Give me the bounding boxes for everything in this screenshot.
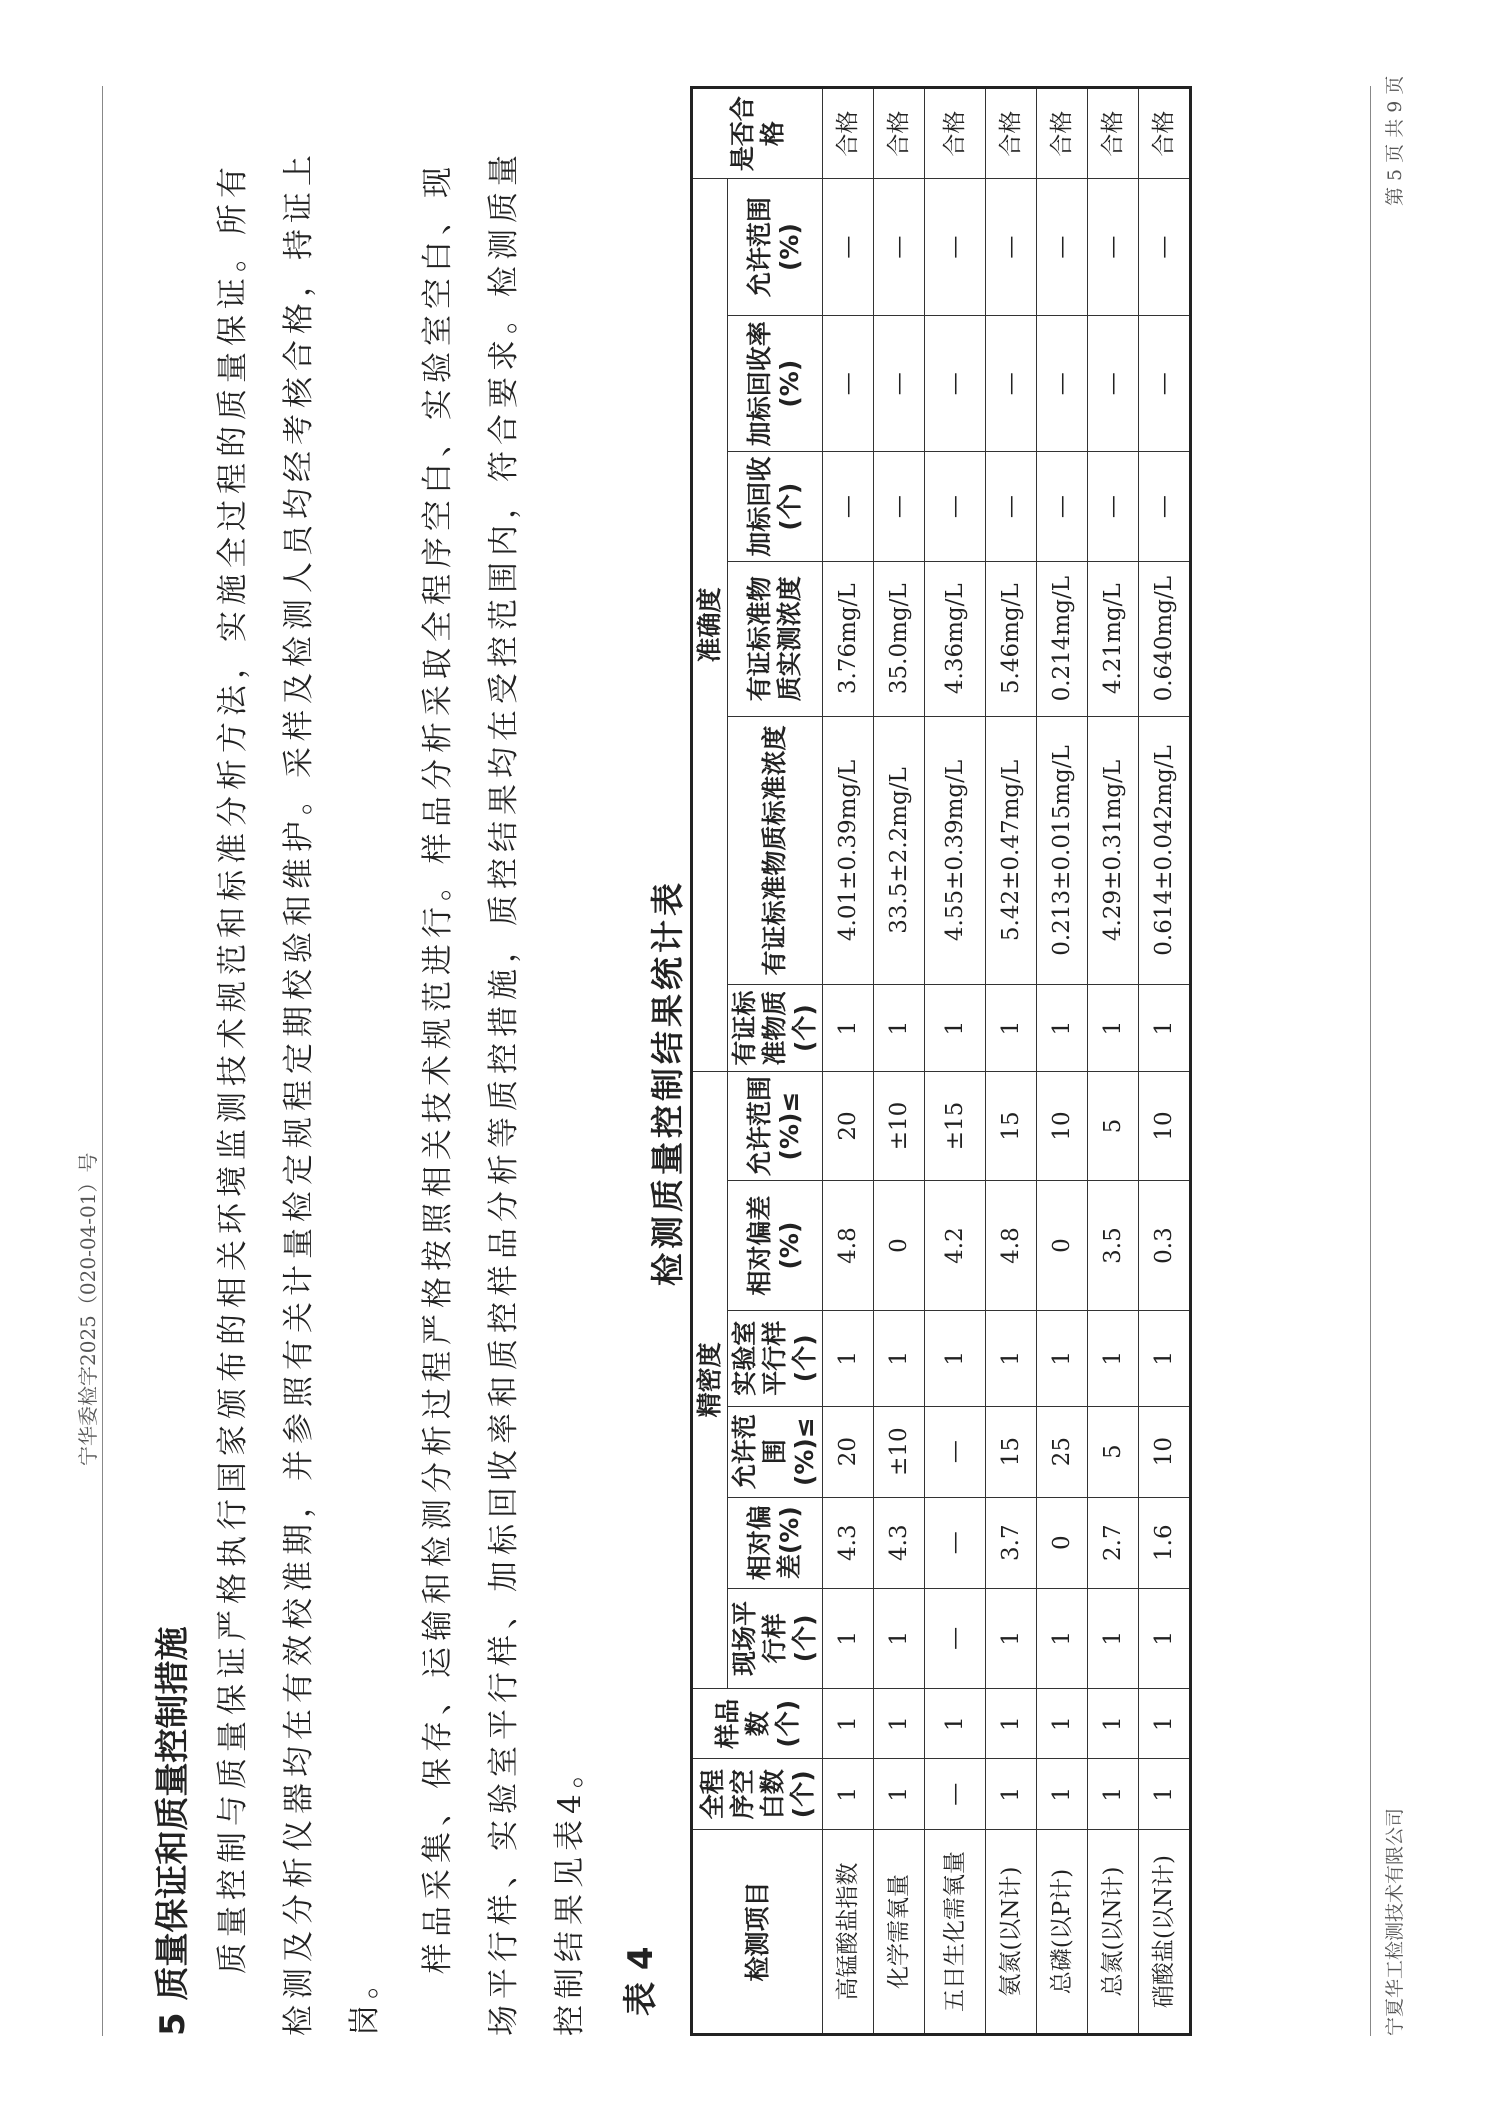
th-sample: 样品数(个) [692,1688,823,1759]
th-crm-conc: 有证标准物质标准浓度 [728,716,823,985]
cell: 1.6 [1139,1497,1191,1588]
cell: 0.3 [1139,1181,1191,1311]
header-rule [102,86,103,2036]
cell: 20 [823,1406,874,1497]
cell: 1 [925,1688,986,1759]
footer-company: 宁夏华工检测技术有限公司 [1384,1807,1406,2036]
cell: 1 [986,1588,1037,1688]
th-qualified: 是否合格 [692,88,823,179]
cell: 1 [823,1759,874,1830]
cell: — [925,452,986,561]
cell: — [1088,315,1139,452]
table-row [1088,88,1139,2035]
cell: 1 [874,1310,925,1406]
th-blank: 全程序空白数(个) [692,1759,823,1830]
th-allow-2: 允许范围(%)≤ [728,1071,823,1180]
th-crm-measured: 有证标准物质实测浓度 [728,561,823,716]
cell: 3.5 [1088,1181,1139,1311]
cell: 33.5±2.2mg/L [874,716,925,985]
cell-project: 总氮(以N计) [1088,1830,1139,2035]
cell: 1 [1088,1759,1139,1830]
cell: 0.213±0.015mg/L [1037,716,1088,985]
cell: 1 [874,1688,925,1759]
th-precision: 精密度 [692,1071,728,1688]
cell-qualified: 合格 [925,88,986,179]
cell: 10 [1139,1071,1191,1180]
cell: 1 [1088,1310,1139,1406]
cell: 0.614±0.042mg/L [1139,716,1191,985]
cell: — [874,179,925,316]
cell: 5 [1088,1071,1139,1180]
cell: — [823,315,874,452]
table-row [874,88,925,2035]
th-allow-3: 允许范围(%) [728,179,823,316]
cell: — [986,452,1037,561]
cell: 1 [1139,1759,1191,1830]
cell-qualified: 合格 [823,88,874,179]
cell: 3.76mg/L [823,561,874,716]
cell: 4.36mg/L [925,561,986,716]
footer-rule [1370,86,1371,2036]
cell: 4.3 [874,1497,925,1588]
cell: 4.3 [823,1497,874,1588]
cell: 10 [1139,1406,1191,1497]
cell-qualified: 合格 [986,88,1037,179]
cell: 1 [925,985,986,1072]
cell: 10 [1037,1071,1088,1180]
cell: 5.42±0.47mg/L [986,716,1037,985]
th-spike-rate: 加标回收率(%) [728,315,823,452]
cell: 1 [1139,1688,1191,1759]
cell: 1 [823,1688,874,1759]
cell: 0.214mg/L [1037,561,1088,716]
cell: 15 [986,1406,1037,1497]
cell: ±10 [874,1406,925,1497]
th-rel-dev-1: 相对偏差(%) [728,1497,823,1588]
qc-results-table [690,86,1192,2036]
th-rel-dev-2: 相对偏差(%) [728,1181,823,1311]
cell: 1 [1088,1688,1139,1759]
cell: ±15 [925,1071,986,1180]
cell: — [1037,315,1088,452]
cell: 4.8 [986,1181,1037,1311]
cell: — [1139,452,1191,561]
cell: — [874,315,925,452]
cell: 1 [1037,1688,1088,1759]
paragraph-2 [405,136,603,2036]
cell: 2.7 [1088,1497,1139,1588]
cell: 35.0mg/L [874,561,925,716]
cell-qualified: 合格 [874,88,925,179]
cell: 1 [874,1759,925,1830]
table-row [823,88,874,2035]
table-row [1139,88,1191,2035]
cell: — [1088,452,1139,561]
cell: — [874,452,925,561]
cell: ±10 [874,1071,925,1180]
cell: 4.29±0.31mg/L [1088,716,1139,985]
cell: — [925,1759,986,1830]
cell: — [1037,452,1088,561]
cell: 1 [1088,985,1139,1072]
cell: 0 [1037,1181,1088,1311]
cell-project: 总磷(以P计) [1037,1830,1088,2035]
cell: 1 [1139,1588,1191,1688]
cell: 1 [986,1310,1037,1406]
table-title: 检测质量控制结果统计表 [648,879,687,1286]
cell: 0 [874,1181,925,1311]
cell: — [823,452,874,561]
cell: 1 [986,1688,1037,1759]
paragraph-1 [200,136,398,2036]
cell: 1 [986,1759,1037,1830]
cell: 4.2 [925,1181,986,1311]
table-row [1037,88,1088,2035]
cell: 25 [1037,1406,1088,1497]
cell: 1 [823,1588,874,1688]
cell: 4.8 [823,1181,874,1311]
cell: — [1088,179,1139,316]
paragraph-2-text: 样品采集、保存、运输和检测分析过程严格按照相关技术规范进行。样品分析采取全程序空白、实验室空白、现场平行样、实验室平行样、加标回收率和质控样品分析等质控措施，质控结果均在受控范围内，符合要求。检测质量控制结果见表4。 [420,149,588,2036]
cell: 5 [1088,1406,1139,1497]
section-title: 5 质量保证和质量控制措施 [153,1626,193,2036]
cell-project: 化学需氧量 [874,1830,925,2035]
cell: 1 [1037,1310,1088,1406]
th-allow-1: 允许范围(%)≤ [728,1406,823,1497]
cell: 4.21mg/L [1088,561,1139,716]
cell: — [925,315,986,452]
cell: — [986,315,1037,452]
cell-project: 高锰酸盐指数 [823,1830,874,2035]
cell: — [925,1588,986,1688]
th-lab-parallel: 实验室平行样(个) [728,1310,823,1406]
cell: 1 [823,985,874,1072]
cell: 1 [1088,1588,1139,1688]
th-spike-count: 加标回收(个) [728,452,823,561]
th-project: 检测项目 [692,1830,823,2035]
cell: 1 [925,1310,986,1406]
cell-project: 氨氮(以N计) [986,1830,1037,2035]
cell: 3.7 [986,1497,1037,1588]
table-row [925,88,986,2035]
cell: — [925,179,986,316]
cell: 1 [1037,1759,1088,1830]
cell: — [823,179,874,316]
document-number: 宁华委检字2025（020-04-01）号 [76,1152,100,1466]
cell: 1 [1037,1588,1088,1688]
cell-qualified: 合格 [1037,88,1088,179]
cell: — [925,1497,986,1588]
cell-qualified: 合格 [1139,88,1191,179]
footer-page-number: 第 5 页 共 9 页 [1384,75,1406,206]
cell: — [1139,179,1191,316]
cell: 1 [986,985,1037,1072]
cell: 15 [986,1071,1037,1180]
cell: 0.640mg/L [1139,561,1191,716]
cell: 4.55±0.39mg/L [925,716,986,985]
th-field-parallel: 现场平行样(个) [728,1588,823,1688]
cell: 1 [1139,985,1191,1072]
cell-project: 五日生化需氧量 [925,1830,986,2035]
cell: 1 [874,1588,925,1688]
cell: — [925,1406,986,1497]
cell: 1 [823,1310,874,1406]
cell: 1 [1139,1310,1191,1406]
cell: — [1139,315,1191,452]
th-crm-count: 有证标准物质(个) [728,985,823,1072]
table-label: 表 4 [621,1946,661,2016]
cell: 1 [1037,985,1088,1072]
cell: — [1037,179,1088,316]
cell-qualified: 合格 [1088,88,1139,179]
cell: — [986,179,1037,316]
th-accuracy: 准确度 [692,179,728,1072]
cell: 1 [874,985,925,1072]
cell: 5.46mg/L [986,561,1037,716]
paragraph-1-text: 质量控制与质量保证严格执行国家颁布的相关环境监测技术规范和标准分析方法，实施全过程的质量保证。所有检测及分析仪器均在有效校准期，并参照有关计量检定规程定期校验和维护。采样及检测人员均经考核合格，持证上岗。 [215,149,383,2036]
cell-project: 硝酸盐(以N计) [1139,1830,1191,2035]
cell: 0 [1037,1497,1088,1588]
cell: 20 [823,1071,874,1180]
table-row [986,88,1037,2035]
cell: 4.01±0.39mg/L [823,716,874,985]
